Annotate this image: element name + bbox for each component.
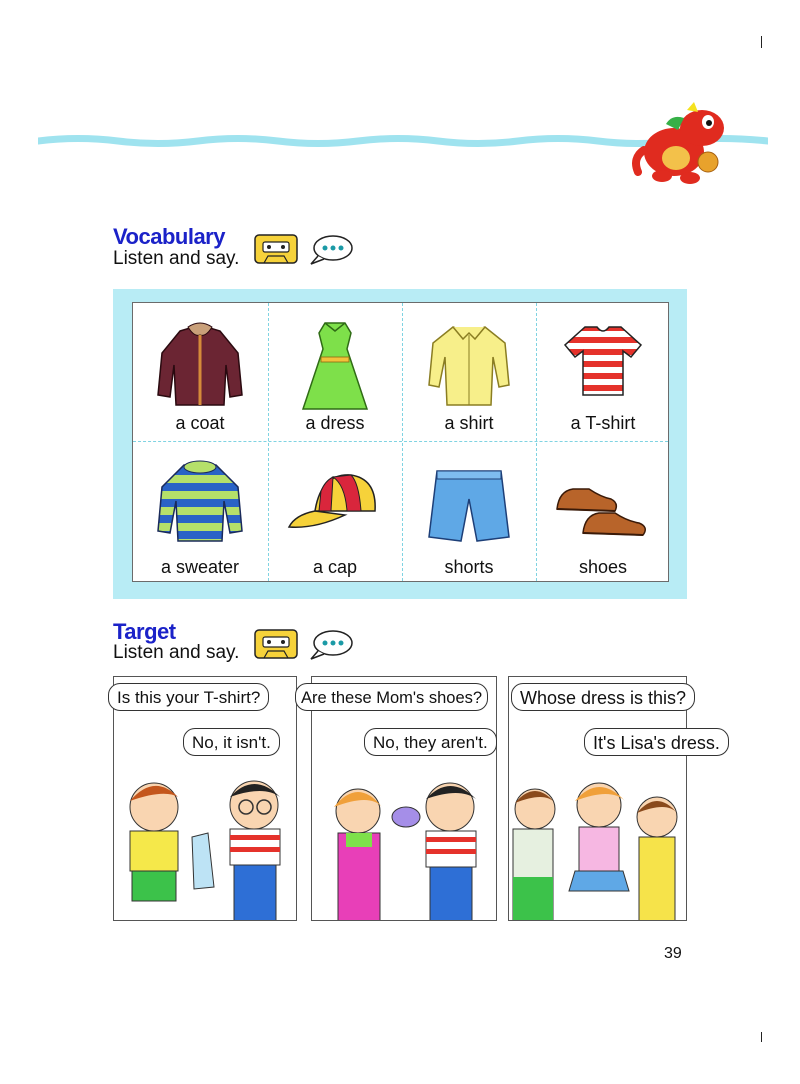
vocabulary-grid	[132, 302, 669, 582]
vocab-label: shorts	[444, 557, 494, 577]
speech-bubble: No, they aren't.	[364, 728, 497, 756]
vocab-label: a shirt	[444, 413, 494, 433]
vocab-label: a T-shirt	[570, 413, 636, 433]
vocab-item-shorts	[402, 441, 536, 581]
vocab-label: a coat	[175, 413, 225, 433]
vocab-item-sweater	[133, 441, 267, 581]
vocab-item-dress	[268, 303, 402, 443]
sweater-icon	[150, 451, 250, 551]
target-instruction: Listen and say.	[113, 642, 240, 663]
vocab-item-cap	[268, 441, 402, 581]
cassette-icon[interactable]	[254, 629, 298, 659]
speech-bubble: It's Lisa's dress.	[584, 728, 729, 756]
crop-mark-bottom	[761, 1032, 762, 1042]
speech-bubble-icon[interactable]	[308, 629, 354, 661]
vocab-item-coat	[133, 303, 267, 443]
comic-panel-1	[113, 676, 297, 921]
shoes-icon	[553, 451, 653, 551]
vocab-item-shoes	[536, 441, 670, 581]
vocabulary-instruction: Listen and say.	[113, 248, 240, 269]
girl-and-boy-illustration	[312, 767, 497, 921]
vocab-label: a sweater	[160, 557, 240, 577]
vocab-label: shoes	[578, 557, 628, 577]
vocabulary-title: Vocabulary	[113, 224, 225, 249]
tshirt-icon	[553, 313, 653, 413]
vocab-item-shirt	[402, 303, 536, 443]
speech-bubble: Is this your T-shirt?	[108, 683, 269, 711]
target-title: Target	[113, 619, 176, 644]
dress-icon	[285, 313, 385, 413]
shirt-icon	[419, 313, 519, 413]
cassette-icon[interactable]	[254, 234, 298, 264]
page-number: 39	[664, 945, 682, 962]
vocab-label: a cap	[312, 557, 358, 577]
vocab-item-tshirt	[536, 303, 670, 443]
speech-bubble: No, it isn't.	[183, 728, 280, 756]
coat-icon	[150, 313, 250, 413]
speech-bubble: Are these Mom's shoes?	[295, 683, 488, 711]
speech-bubble-icon[interactable]	[308, 234, 354, 266]
boy-characters-illustration	[114, 767, 297, 921]
crop-mark-top	[761, 36, 762, 48]
children-illustration	[509, 767, 687, 921]
cap-icon	[285, 451, 385, 551]
vocab-label: a dress	[305, 413, 365, 433]
speech-bubble: Whose dress is this?	[511, 683, 695, 711]
shorts-icon	[419, 451, 519, 551]
comic-panel-3	[508, 676, 687, 921]
comic-panel-2	[311, 676, 497, 921]
dragon-mascot-icon	[632, 100, 732, 186]
